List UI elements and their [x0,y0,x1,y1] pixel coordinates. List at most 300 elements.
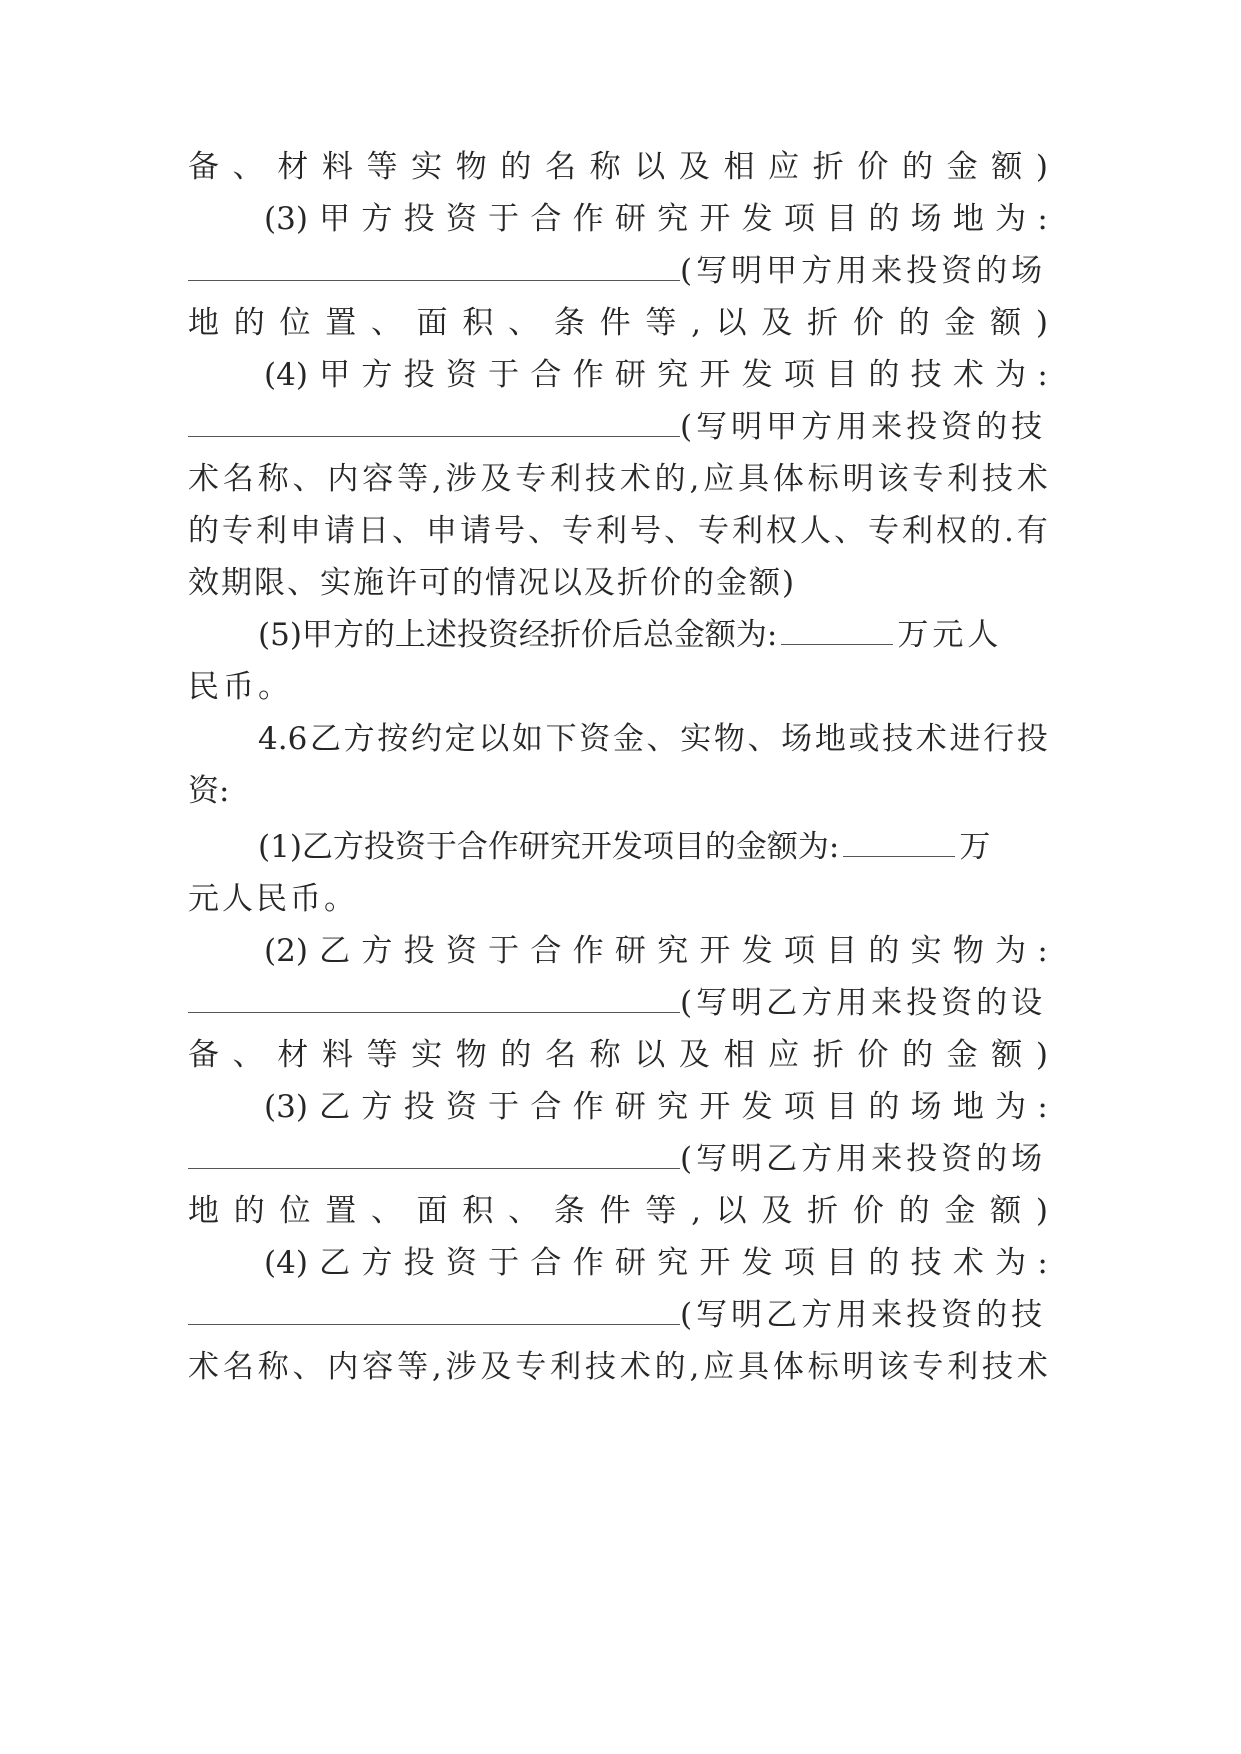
line-char: 项 [783,201,815,237]
line-char: 发 [741,201,773,237]
line-char: 件 [599,1193,631,1229]
line-char: 目 [826,201,858,237]
line-char: 申 [426,513,457,549]
line-char: 、 [528,513,559,549]
line-char: 方 [343,721,375,757]
paragraph-line [188,1182,1048,1240]
paragraph-line [258,818,1048,876]
line-char: 术 [1016,1349,1048,1385]
line-char: 专 [912,461,944,497]
fill-in-blank [188,402,680,437]
line-char: 项 [783,1089,815,1125]
paragraph-line [264,346,1048,404]
line-char: 利 [550,461,582,497]
line-char: 及 [480,461,512,497]
line-char: 、 [370,1193,402,1229]
line-char: 究 [657,933,689,969]
line-char: 投 [403,933,435,969]
line-char: 利 [902,513,933,549]
line-char: 以 [715,1193,747,1229]
line-char: : [1037,1089,1048,1125]
line-char: 、 [232,149,264,185]
line-char: 金 [612,721,644,757]
line-char: 专 [698,513,729,549]
line-char: 应 [768,1037,800,1073]
line-char: 行 [983,721,1015,757]
line-char: 积 [462,1193,494,1229]
line-char: 项 [783,1245,815,1281]
line-char: 号 [494,513,525,549]
line-char: 研 [614,201,646,237]
line-char: 作 [572,357,604,393]
paragraph-line [188,398,1048,456]
line-char: 场 [910,1089,942,1125]
line-char: 额 [991,1037,1023,1073]
line-char: 权 [936,513,967,549]
line-char: 、 [370,305,402,341]
line-char: 作 [572,1245,604,1281]
line-char: 物 [455,149,487,185]
line-char: 甲 [319,201,351,237]
line-char: 请 [324,513,355,549]
line-char: 究 [657,201,689,237]
line-char: 的 [868,201,900,237]
line-char: , [689,461,700,497]
line-char: 合 [530,357,562,393]
line-char: 的 [898,1193,930,1229]
paragraph-line [258,606,1048,664]
line-char: 明 [842,461,874,497]
line-char: 术 [188,461,219,497]
line-char: , [691,305,701,341]
line-char: 权 [766,513,797,549]
line-char: 利 [596,513,627,549]
line-char: 场 [910,201,942,237]
line-char: 利 [947,461,979,497]
line-char: 作 [572,1089,604,1125]
line-char: 甲 [319,357,351,393]
line-char: 术 [188,1349,219,1385]
line-char: 开 [699,1089,731,1125]
line-char: 以 [634,1037,666,1073]
line-char: 进 [949,721,981,757]
fill-in-blank [188,978,680,1013]
line-char: 目 [826,357,858,393]
line-char: 具 [738,461,770,497]
line-char: 地 [814,721,846,757]
line-char: 置 [325,1193,357,1229]
line-char: 、 [292,1349,324,1385]
line-char: 定 [444,721,476,757]
paragraph-line [188,1026,1048,1084]
line-char: 该 [877,1349,909,1385]
line-char: 号 [630,513,661,549]
line-char: : [1037,201,1048,237]
line-char: . [1004,513,1014,549]
line-char: 研 [614,1245,646,1281]
line-char: 投 [403,201,435,237]
line-char: 称 [257,461,289,497]
line-char: , [691,1193,701,1229]
line-char: 术 [619,1349,651,1385]
line-char: 技 [584,461,616,497]
line-char: 等 [645,1193,677,1229]
line-text: 万元人 [897,617,1003,653]
paragraph-line [264,922,1048,980]
line-char: 置 [325,305,357,341]
line-char: 开 [699,933,731,969]
line-char: 内 [327,461,359,497]
line-char: 、 [508,305,540,341]
line-char: 、 [646,721,678,757]
line-char: 实 [910,933,942,969]
line-char: 资 [445,357,477,393]
line-char: 于 [488,201,520,237]
line-char: 合 [530,1245,562,1281]
line-text: (写明甲方用来投资的技 [680,409,1047,445]
line-char: 名 [222,1349,254,1385]
line-char: 的 [654,461,686,497]
line-char: 乙 [309,721,341,757]
line-char: 目 [826,1089,858,1125]
line-char: (4) [264,357,308,393]
line-char: 的 [868,1245,900,1281]
line-char: 折 [812,149,844,185]
line-char: 容 [362,1349,394,1385]
line-char: 额 [990,305,1022,341]
line-char: 的 [970,513,1001,549]
line-char: 涉 [445,461,477,497]
line-char: 约 [410,721,442,757]
line-char: 技 [910,1245,942,1281]
line-char: 金 [944,1193,976,1229]
line-char: 内 [327,1349,359,1385]
line-char: 研 [614,1089,646,1125]
line-char: (3) [264,1089,308,1125]
line-char: 开 [699,201,731,237]
line-char: 备 [188,149,219,185]
line-char: 的 [654,1349,686,1385]
line-char: 发 [741,1089,773,1125]
line-text: (5)甲方的上述投资经折价后总金额为: [258,617,778,653]
line-char: 方 [361,1245,393,1281]
line-char: 日 [358,513,389,549]
line-char: 目 [826,933,858,969]
line-char: 额 [990,1193,1022,1229]
line-char: 研 [614,933,646,969]
line-char: 目 [826,1245,858,1281]
line-char: 合 [530,201,562,237]
paragraph-line [188,974,1048,1032]
line-char: 利 [947,1349,979,1385]
paragraph-line [188,294,1048,352]
line-char: 有 [1016,513,1048,549]
line-text: (写明乙方用来投资的技 [680,1297,1047,1333]
paragraph-line [264,1078,1048,1136]
line-char: 合 [530,933,562,969]
line-char: 术 [1016,461,1048,497]
line-text: (1)乙方投资于合作研究开发项目的金额为: [258,829,840,865]
line-char: 资 [445,1089,477,1125]
line-char: 术 [952,1245,984,1281]
line-text: (写明甲方用来投资的场 [680,253,1047,289]
line-char: 专 [912,1349,944,1385]
line-char: 技 [584,1349,616,1385]
line-char: ) [1035,305,1048,341]
line-char: 等 [366,149,398,185]
fill-in-blank [188,1134,680,1169]
line-char: 按 [377,721,409,757]
line-char: 作 [572,201,604,237]
line-char: 投 [403,1089,435,1125]
line-char: 物 [455,1037,487,1073]
line-char: 地 [188,1193,219,1229]
line-char: 为 [995,1245,1027,1281]
paragraph-line [188,502,1048,560]
line-char: 料 [321,149,353,185]
line-char: 术 [952,357,984,393]
paragraph-line [264,1234,1048,1292]
line-char: 的 [868,933,900,969]
line-char: 实 [411,149,443,185]
line-char: 标 [807,1349,839,1385]
line-char: , [689,1349,700,1385]
fill-in-blank [781,610,893,645]
line-char: 专 [222,513,253,549]
line-char: 金 [946,149,978,185]
line-char: 地 [952,1089,984,1125]
line-char: 、 [292,461,324,497]
line-char: 为 [995,357,1027,393]
line-char: 利 [256,513,287,549]
line-char: 位 [279,1193,311,1229]
line-char: 名 [222,461,254,497]
line-char: 投 [403,1245,435,1281]
line-char: , [431,461,442,497]
paragraph-line [188,242,1048,300]
line-char: , [431,1349,442,1385]
line-char: 资 [445,1245,477,1281]
line-char: 、 [392,513,423,549]
line-char: 专 [562,513,593,549]
line-char: 相 [723,149,755,185]
line-char: 的 [500,149,532,185]
line-char: 及 [761,1193,793,1229]
line-char: 研 [614,357,646,393]
line-char: 于 [488,933,520,969]
line-char: 应 [768,149,800,185]
line-char: 技 [981,461,1013,497]
line-char: 合 [530,1089,562,1125]
line-char: 以 [715,305,747,341]
line-char: 方 [361,1089,393,1125]
line-text: (写明乙方用来投资的场 [680,1141,1047,1177]
line-char: 称 [257,1349,289,1385]
line-char: 明 [842,1349,874,1385]
fill-in-blank [188,246,680,281]
line-char: 及 [480,1349,512,1385]
line-char: 发 [741,357,773,393]
line-char: 的 [868,1089,900,1125]
line-char: 料 [321,1037,353,1073]
paragraph-line [188,1338,1048,1396]
line-char: (3) [264,201,308,237]
line-char: 面 [416,1193,448,1229]
line-char: 究 [657,1089,689,1125]
line-text: 万 [959,829,991,865]
line-char: 投 [403,357,435,393]
line-char: 实 [411,1037,443,1073]
line-char: 、 [664,513,695,549]
line-char: 技 [882,721,914,757]
line-char: 乙 [319,1089,351,1125]
line-char: 、 [747,721,779,757]
line-char: 资 [445,201,477,237]
paragraph-line [188,1130,1048,1188]
line-char: 等 [397,1349,429,1385]
line-char: 地 [188,305,219,341]
line-char: 利 [732,513,763,549]
line-char: 、 [508,1193,540,1229]
line-char: 金 [946,1037,978,1073]
paragraph-line [264,190,1048,248]
line-char: 积 [462,305,494,341]
line-char: 体 [772,461,804,497]
line-char: 资 [445,933,477,969]
paragraph-line [188,138,1048,196]
line-char: 乙 [319,1245,351,1281]
line-char: 4.6 [258,721,308,757]
line-char: 于 [488,1245,520,1281]
line-char: 材 [277,1037,309,1073]
line-char: 等 [397,461,429,497]
line-char: 资 [579,721,611,757]
line-char: 该 [877,461,909,497]
paragraph-line: 民币。 [188,669,293,705]
fill-in-blank [188,1290,680,1325]
line-char: 体 [772,1349,804,1385]
line-char: 于 [488,357,520,393]
line-char: 物 [713,721,745,757]
line-char: 金 [944,305,976,341]
line-char: 地 [952,201,984,237]
line-char: 利 [550,1349,582,1385]
line-char: 如 [511,721,543,757]
paragraph-line: 效期限、实施许可的情况以及折价的金额) [188,565,797,601]
line-char: 、 [834,513,865,549]
line-char: 人 [800,513,831,549]
line-char: 或 [848,721,880,757]
line-char: ) [1035,1037,1048,1073]
line-char: 下 [545,721,577,757]
line-char: 的 [233,305,265,341]
line-char: 发 [741,933,773,969]
paragraph-line [188,450,1048,508]
line-char: 术 [619,461,651,497]
line-char: 等 [366,1037,398,1073]
line-char: 应 [703,1349,735,1385]
line-char: 名 [545,1037,576,1073]
paragraph-line: 资: [188,773,230,809]
line-char: 、 [232,1037,264,1073]
line-char: 技 [910,357,942,393]
line-char: 条 [553,1193,585,1229]
line-char: 方 [361,933,393,969]
line-char: 等 [645,305,677,341]
line-char: 于 [488,1089,520,1125]
line-char: 专 [868,513,899,549]
line-char: 作 [572,933,604,969]
line-char: 及 [678,1037,710,1073]
line-char: 位 [279,305,311,341]
line-char: 的 [898,305,930,341]
line-char: 场 [781,721,813,757]
line-char: 究 [657,1245,689,1281]
line-char: 折 [807,305,839,341]
line-char: 标 [807,461,839,497]
line-char: 专 [515,461,547,497]
line-char: 具 [738,1349,770,1385]
line-char: (4) [264,1245,308,1281]
line-char: 申 [290,513,321,549]
line-char: 及 [761,305,793,341]
line-char: 发 [741,1245,773,1281]
line-char: 条 [553,305,585,341]
line-text: (写明乙方用来投资的设 [680,985,1047,1021]
line-char: 及 [678,149,710,185]
paragraph-line: 元人民币。 [188,881,358,917]
line-char: 的 [188,513,219,549]
line-char: 涉 [445,1349,477,1385]
line-char: 究 [657,357,689,393]
line-char: 相 [723,1037,755,1073]
line-char: 以 [634,149,666,185]
line-char: 物 [952,933,984,969]
line-char: 术 [915,721,947,757]
line-char: : [1037,933,1048,969]
line-char: 称 [589,149,621,185]
line-char: 实 [680,721,712,757]
line-char: 名 [545,149,576,185]
line-char: : [1037,357,1048,393]
line-char: 项 [783,933,815,969]
paragraph-line [188,1286,1048,1344]
line-char: 方 [361,357,393,393]
line-char: 的 [902,1037,933,1073]
line-char: 为 [995,1089,1027,1125]
line-char: ) [1035,149,1048,185]
line-char: 请 [460,513,491,549]
line-char: 价 [857,149,889,185]
line-char: 件 [599,305,631,341]
line-char: (2) [264,933,308,969]
line-char: 价 [852,1193,884,1229]
line-char: 容 [362,461,394,497]
line-char: 开 [699,1245,731,1281]
line-char: 项 [783,357,815,393]
paragraph-line [258,710,1048,768]
line-char: 投 [1016,721,1048,757]
line-char: : [1037,1245,1048,1281]
line-char: 技 [981,1349,1013,1385]
line-char: 的 [868,357,900,393]
line-char: 折 [812,1037,844,1073]
line-char: 折 [807,1193,839,1229]
line-char: 开 [699,357,731,393]
line-char: 方 [361,201,393,237]
line-char: 专 [515,1349,547,1385]
fill-in-blank [843,822,955,857]
